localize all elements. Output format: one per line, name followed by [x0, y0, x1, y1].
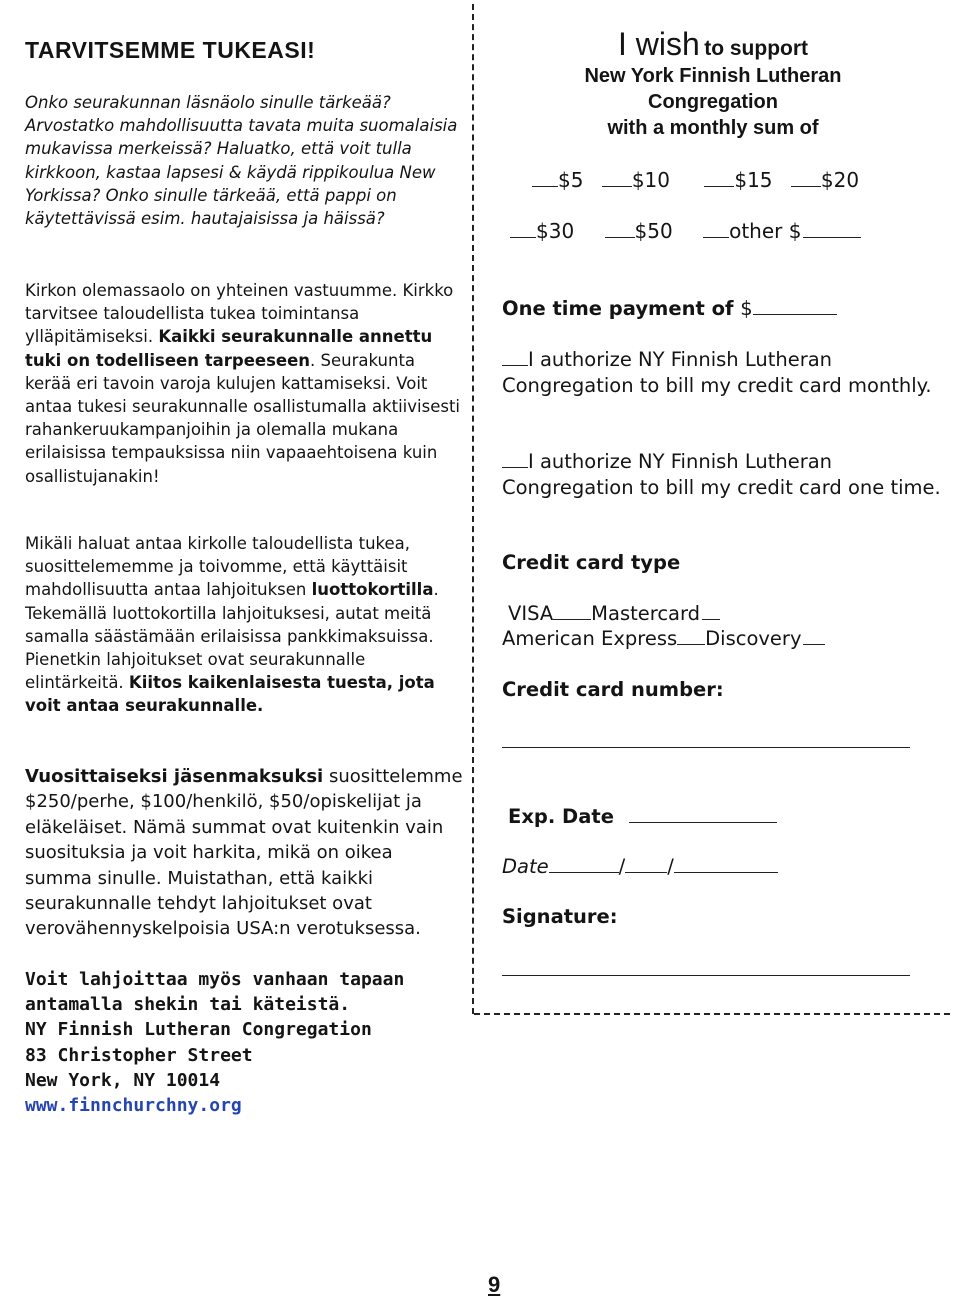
cc-type-row-1 — [508, 601, 948, 627]
org-line-2: Congregation — [648, 91, 778, 113]
date-row — [502, 854, 942, 880]
exp-date-field[interactable] — [629, 804, 777, 823]
donation-form — [478, 0, 948, 1020]
cc-type-label: Credit card type — [502, 551, 681, 574]
to-support-text: to support — [704, 37, 809, 60]
address-line-2: antamalla shekin tai käteistä. — [25, 994, 351, 1016]
date-label: Date — [502, 855, 549, 878]
amount-20-blank[interactable] — [791, 168, 821, 187]
date-month-field[interactable] — [549, 854, 619, 873]
cc-discovery: Discovery — [705, 627, 802, 650]
amount-5: $5 — [558, 168, 584, 192]
amount-20: $20 — [820, 168, 860, 192]
amount-50-blank[interactable] — [605, 219, 635, 238]
amount-row-1 — [532, 168, 859, 192]
address-line-4: 83 Christopher Street — [25, 1044, 253, 1066]
p4-text: suosittelemme $250/perhe, $100/henkilö, $50/opiskelijat ja eläkeläiset. Nämä summat ovat kuitenkin vain suosituksia ja voit harkita, mikä on oikea summa sinulle. Muistathan, että kaikki seurakunnalle tehdyt lahjoitukset ovat verovähennyskelpoisia USA:n verotuksessa. — [25, 766, 463, 940]
credit-card-paragraph — [25, 532, 465, 718]
cc-mastercard: Mastercard — [591, 602, 701, 625]
authorize-monthly-checkbox[interactable] — [502, 347, 528, 366]
exp-date-row — [508, 804, 948, 830]
form-header — [478, 26, 948, 141]
authorize-once — [502, 449, 942, 500]
amount-row-2 — [510, 219, 861, 243]
amount-30: $30 — [536, 219, 575, 243]
address-line-5: New York, NY 10014 — [25, 1069, 221, 1091]
amount-50: $50 — [634, 219, 673, 243]
p3-text-a: Mikäli haluat antaa kirkolle taloudellista tukea, suosittelememme ja toivomme, että käyttäisit mahdollisuutta antaa lahjoituksen — [25, 534, 411, 600]
cc-number-label: Credit card number: — [502, 678, 724, 701]
amount-10-blank[interactable] — [602, 168, 632, 187]
signature-label: Signature: — [502, 905, 618, 928]
date-day-field[interactable] — [625, 854, 667, 873]
amount-15: $15 — [734, 168, 773, 192]
signature-field[interactable] — [502, 975, 910, 976]
one-time-label: One time payment of — [502, 297, 734, 320]
one-time-amount-field[interactable] — [753, 296, 837, 315]
cut-line-vertical — [472, 4, 474, 1014]
membership-paragraph — [25, 764, 465, 942]
amount-15-blank[interactable] — [704, 168, 734, 187]
page-title: TARVITSEMME TUKEASI! — [25, 37, 316, 63]
cc-mastercard-field[interactable] — [702, 601, 720, 620]
authorize-monthly — [502, 347, 942, 398]
i-wish-text: I wish — [617, 26, 700, 62]
p3-text-c: . Tekemällä luottokortilla lahjoituksesi, autat meitä samalla säästämään erilaisissa pankkimaksuissa. Pienetkin lahjoitukset ovat seurakunnalle elintärkeitä. — [25, 580, 439, 693]
amount-30-blank[interactable] — [510, 219, 536, 238]
amount-10: $10 — [631, 168, 670, 192]
one-time-payment — [502, 296, 942, 322]
cc-visa: VISA — [508, 602, 554, 625]
page-number: 9 — [488, 1272, 501, 1297]
p3-text-bold: luottokortilla — [311, 580, 434, 600]
org-line-1: New York Finnish Lutheran — [584, 65, 842, 87]
other-amount-field[interactable] — [803, 219, 861, 238]
one-time-dollar: $ — [740, 297, 753, 320]
date-slash-1: / — [618, 855, 626, 878]
cc-type-row-2 — [502, 626, 942, 652]
amount-5-blank[interactable] — [532, 168, 558, 187]
p2-text-c: . Seurakunta kerää eri tavoin varoja kulujen kattamiseksi. Voit antaa tukesi seurakunnalle osallistumalla aktiivisesti rahankeruukampanjoihin ja olemalla mukana erilaisissa tempauksissa niin vapaaehtoisena kuin osallistujanakin! — [25, 350, 461, 486]
cc-discovery-field[interactable] — [803, 626, 825, 645]
p3-text-thanks: Kiitos kaikenlaisesta tuesta, jota voit antaa seurakunnalle. — [25, 673, 435, 716]
authorize-monthly-text: I authorize NY Finnish Lutheran Congregation to bill my credit card monthly. — [502, 348, 932, 397]
p2-text-bold: Kaikki seurakunnalle annettu tuki on todelliseen tarpeeseen — [25, 327, 433, 370]
cc-amex-field[interactable] — [677, 626, 705, 645]
monthly-sum-text: with a monthly sum of — [607, 117, 819, 139]
amount-other-blank[interactable] — [703, 219, 729, 238]
p4-text-bold: Vuosittaiseksi jäsenmaksuksi — [25, 766, 324, 787]
authorize-once-checkbox[interactable] — [502, 449, 528, 468]
cc-amex: American Express — [502, 627, 678, 650]
address-line-3: NY Finnish Lutheran Congregation — [25, 1019, 372, 1041]
intro-paragraph: Onko seurakunnan läsnäolo sinulle tärkeää? Arvostatko mahdollisuutta tavata muita suomalaisia mukavissa merkeissä? Haluatko, että voit tulla kirkkoon, kastaa lapsesi & käydä rippikoulua New Yorkissa? Onko sinulle tärkeää, että pappi on käytettävissä esim. hautajaisissa ja häissä? — [25, 93, 458, 229]
cc-visa-field[interactable] — [553, 601, 591, 620]
website-link[interactable]: www.finnchurchny.org — [25, 1095, 242, 1117]
mailing-address-block — [25, 967, 465, 1118]
authorize-once-text: I authorize NY Finnish Lutheran Congregation to bill my credit card one time. — [502, 450, 941, 499]
exp-date-label: Exp. Date — [508, 805, 614, 828]
responsibility-paragraph — [25, 279, 465, 488]
date-year-field[interactable] — [674, 854, 778, 873]
p2-text-a: Kirkon olemassaolo on yhteinen vastuumme. Kirkko tarvitsee taloudellista tukea toimintansa ylläpitämiseksi. — [25, 281, 454, 347]
cc-number-field[interactable] — [502, 747, 910, 748]
date-slash-2: / — [667, 855, 674, 878]
amount-other: other $ — [729, 219, 802, 243]
address-line-1: Voit lahjoittaa myös vanhaan tapaan — [25, 969, 405, 990]
